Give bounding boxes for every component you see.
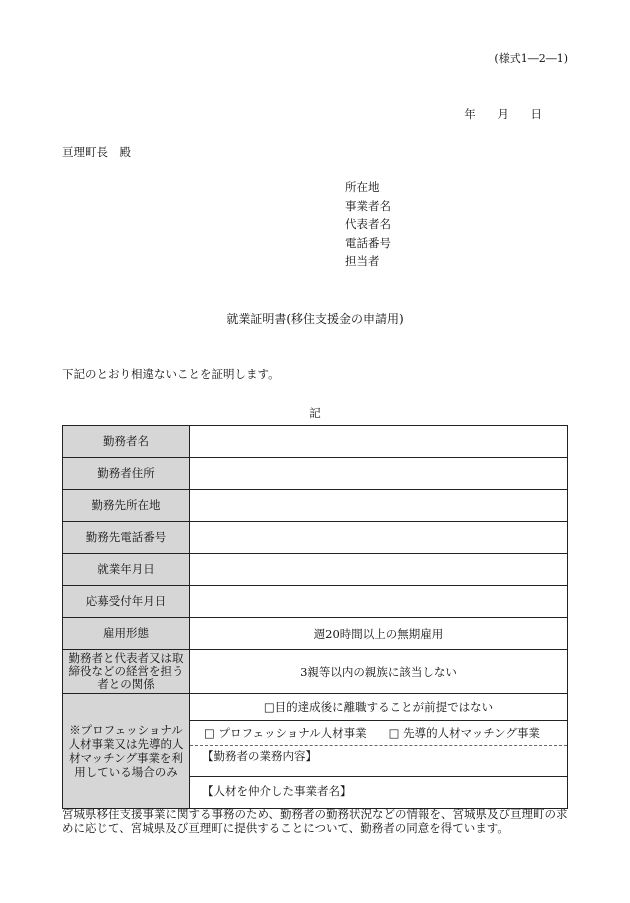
consent-footnote: 宮城県移住支援事業に関する事務のため、勤務者の勤務状況などの情報を、宮城県及び亘理町の求めに応じて、宮城県及び亘理町に提供することについて、勤務者の同意を得ています。 <box>62 807 568 835</box>
table-row <box>63 426 568 458</box>
table-row <box>63 490 568 522</box>
purpose-check-row[interactable] <box>190 694 567 721</box>
table-row <box>63 694 568 809</box>
application-date-field[interactable] <box>190 586 568 618</box>
table-row <box>63 586 568 618</box>
worker-address-field[interactable] <box>190 458 568 490</box>
worker-name-field[interactable] <box>190 426 568 458</box>
row-label-application-date: 応募受付年月日 <box>63 586 190 618</box>
table-row <box>63 618 568 650</box>
relationship-value: 3親等以内の親族に該当しない <box>190 650 568 694</box>
employment-date-field[interactable] <box>190 554 568 586</box>
row-label-workplace-phone: 勤務先電話番号 <box>63 522 190 554</box>
addressee: 亘理町長 殿 <box>62 145 131 159</box>
workplace-phone-field[interactable] <box>190 522 568 554</box>
row-label-worker-address: 勤務者住所 <box>63 458 190 490</box>
row-label-employment-type: 雇用形態 <box>63 618 190 650</box>
person-in-charge-label: 担当者 <box>345 254 380 268</box>
intermediary-row[interactable] <box>190 777 567 804</box>
date-day: 日 <box>530 107 542 121</box>
document-title: 就業証明書(移住支援金の申請用) <box>226 312 404 326</box>
date-year: 年 <box>464 107 476 121</box>
business-name-label: 事業者名 <box>345 198 391 213</box>
representative-label: 代表者名 <box>345 217 391 231</box>
row-label-workplace-address: 勤務先所在地 <box>63 490 190 522</box>
date-month: 月 <box>497 107 509 121</box>
row-label-employment-date: 就業年月日 <box>63 554 190 586</box>
program-options-row <box>190 721 567 746</box>
professional-program-checkbox[interactable]: □ プロフェッショナル人材事業 <box>204 726 367 740</box>
job-content-row[interactable] <box>190 746 567 777</box>
row-label-relationship: 勤務者と代表者又は取締役などの経営を担う者との関係 <box>63 650 190 694</box>
professional-options-cell <box>190 694 568 809</box>
form-number: (様式1―2―1) <box>494 52 568 65</box>
certificate-table <box>62 425 568 809</box>
matching-program-checkbox[interactable]: □ 先導的人材マッチング事業 <box>388 726 540 740</box>
table-row <box>63 554 568 586</box>
table-row <box>63 522 568 554</box>
phone-label: 電話番号 <box>345 235 391 250</box>
table-row <box>63 650 568 694</box>
applicant-block <box>345 178 391 271</box>
employment-type-value: 週20時間以上の無期雇用 <box>190 618 568 650</box>
intro-text: 下記のとおり相違ないことを証明します。 <box>62 367 280 381</box>
workplace-address-field[interactable] <box>190 490 568 522</box>
ki-heading: 記 <box>309 406 321 420</box>
row-label-professional: ※プロフェッショナル人材事業又は先導的人材マッチング事業を利用している場合のみ <box>63 694 190 809</box>
address-label: 所在地 <box>345 180 380 194</box>
date-line <box>446 106 542 122</box>
intermediary-label: 【人材を仲介した事業者名】 <box>202 783 352 798</box>
purpose-checkbox-label: □目的達成後に離職することが前提ではない <box>263 700 494 714</box>
table-row <box>63 458 568 490</box>
row-label-worker-name: 勤務者名 <box>63 426 190 458</box>
job-content-label: 【勤務者の業務内容】 <box>202 749 317 763</box>
